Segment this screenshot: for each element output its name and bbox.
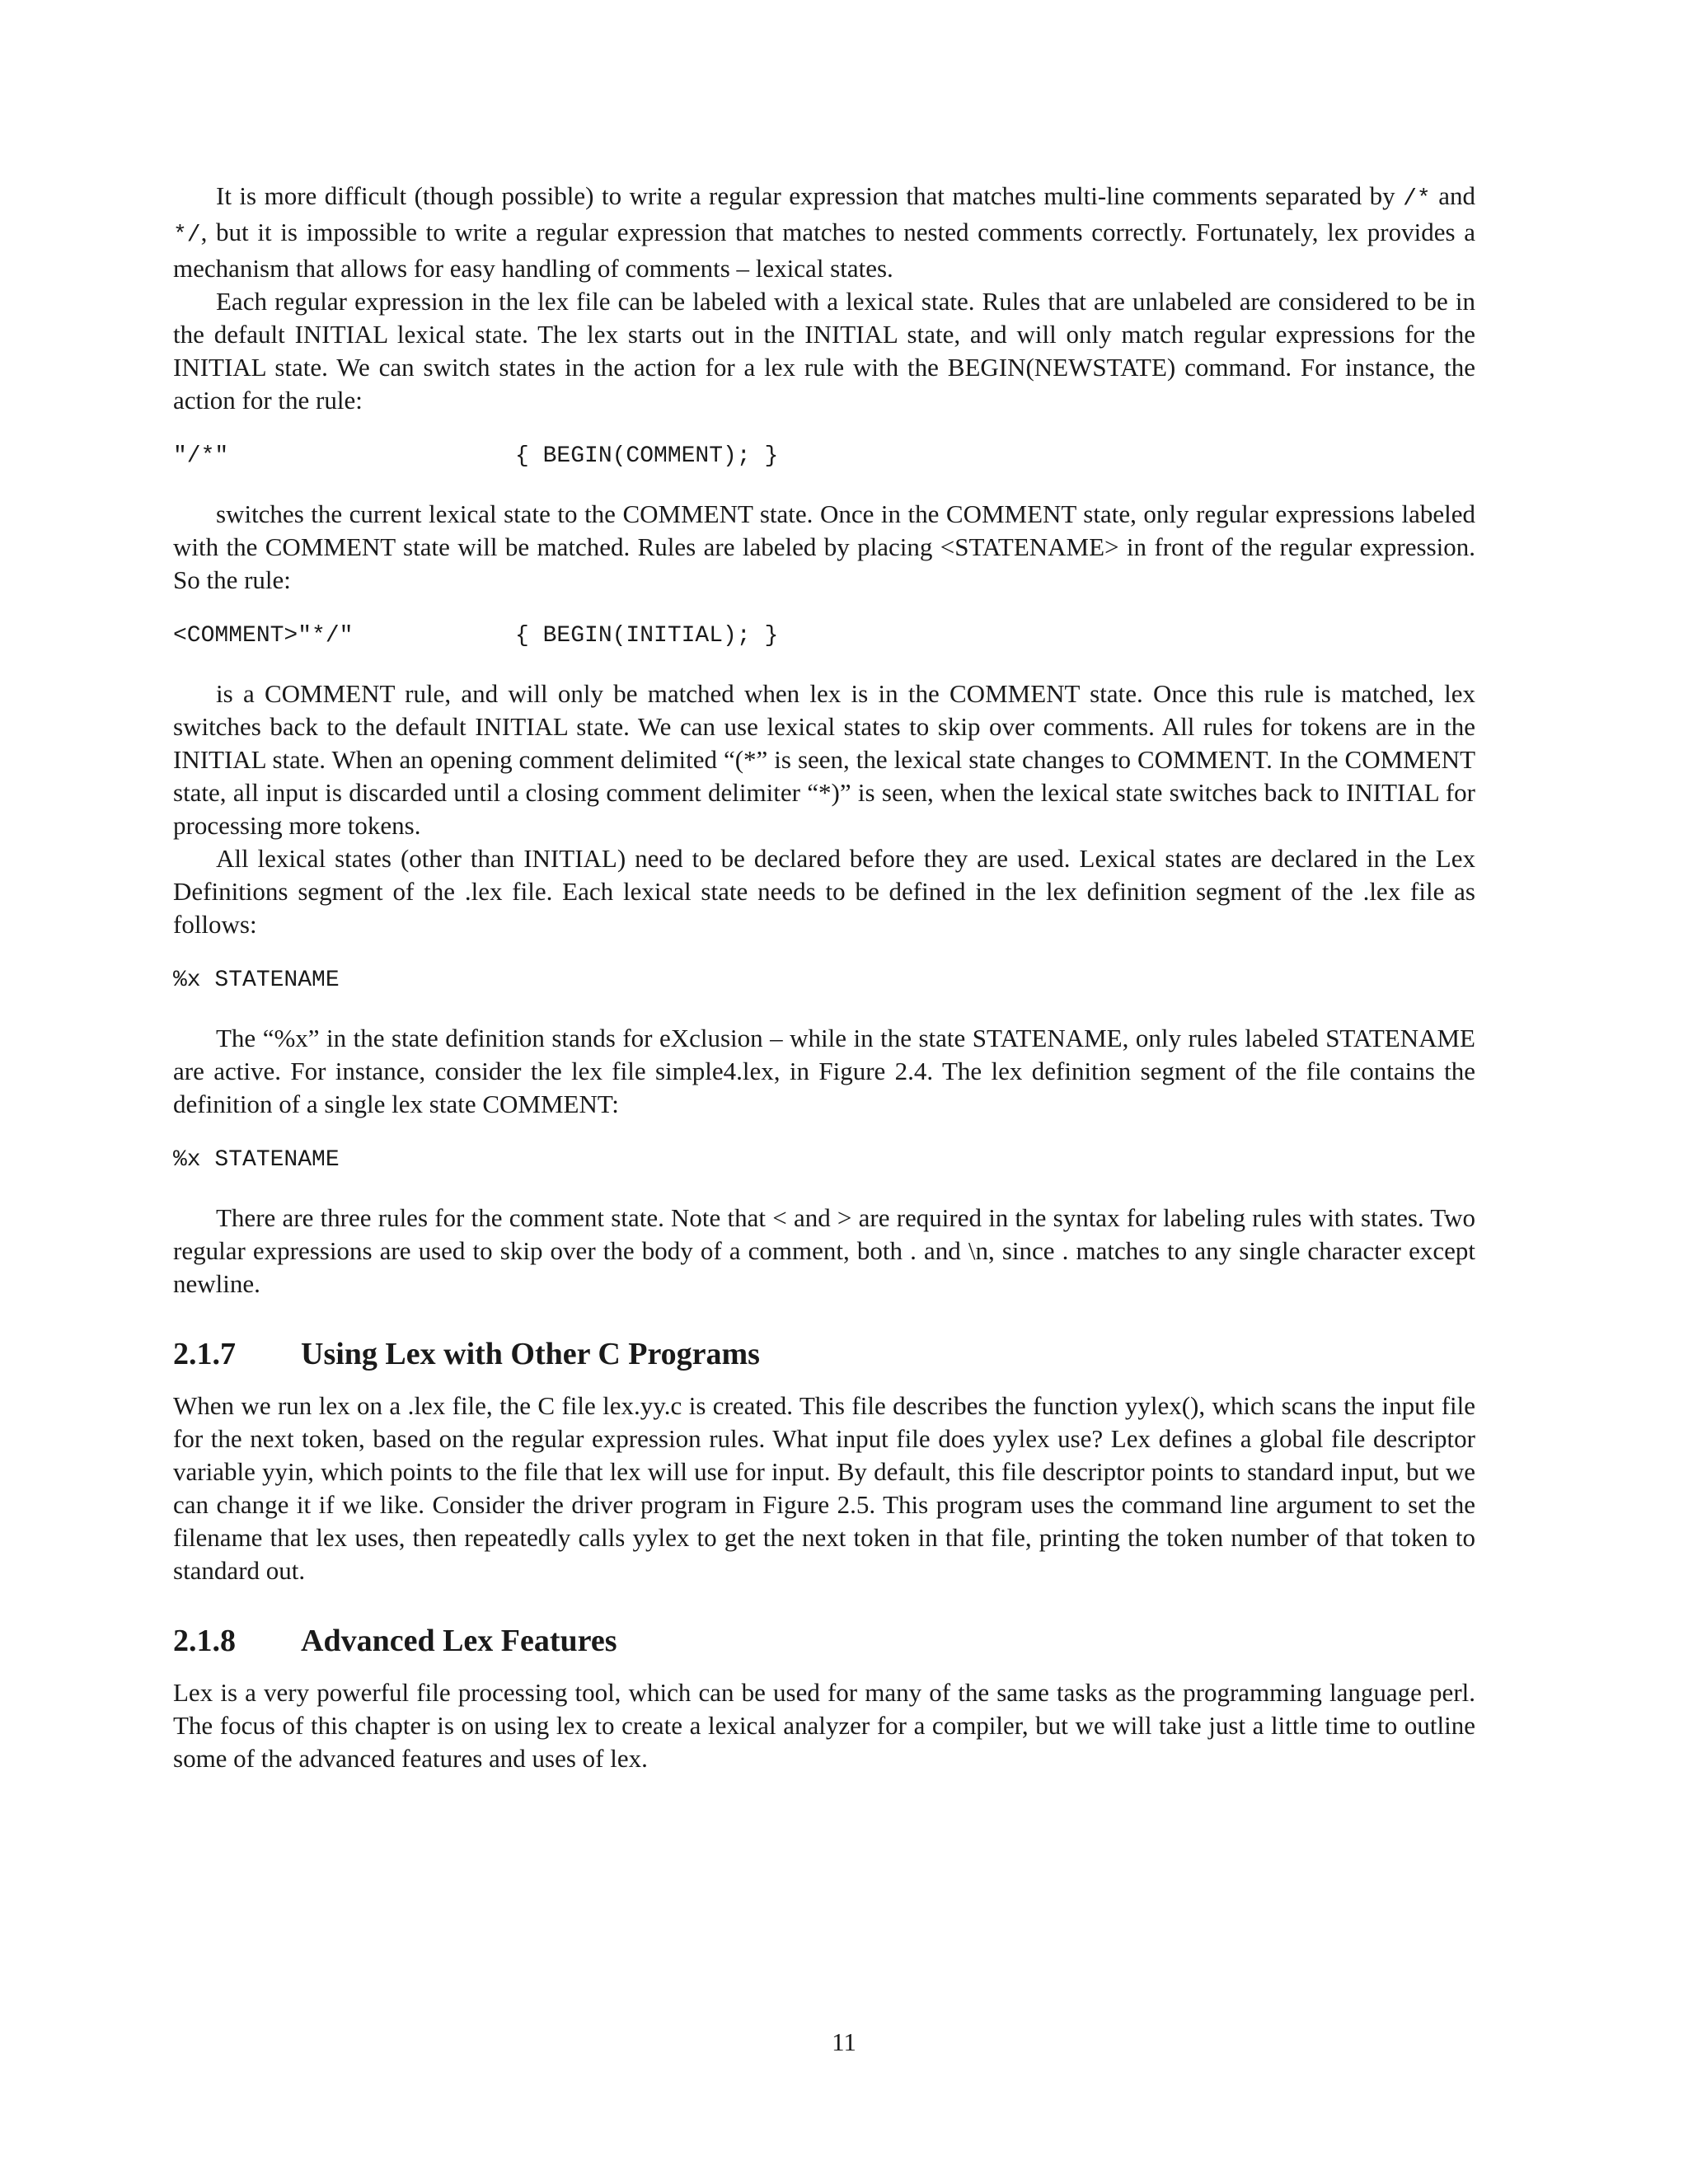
code-rule-begin-comment	[173, 440, 1475, 473]
paragraph-comments-intro	[173, 180, 1475, 285]
code-action: { BEGIN(INITIAL); }	[515, 623, 779, 649]
paragraph-advanced-features: Lex is a very powerful file processing tool, which can be used for many of the same tasks as the programming language perl. The focus of this chapter is on using lex to create a lexical analyzer for a compiler, but we will take just a little time to outline some of the advanced features and uses of lex.	[173, 1678, 1475, 1773]
section-title: Using Lex with Other C Programs	[301, 1337, 760, 1371]
paragraph-text: It is more difficult (though possible) to write a regular expression that matches multi-line comments separated by	[216, 181, 1404, 210]
paragraph-exclusion: The “%x” in the state definition stands for eXclusion – while in the state STATENAME, only rules labeled STATENAME are active. For instance, consider the lex file simple4.lex, in Figure 2.4. The lex definition segment of the file contains the definition of a single lex state COMMENT:	[173, 1024, 1475, 1118]
page-number: 11	[832, 2027, 856, 2056]
paragraph-three-rules: There are three rules for the comment state. Note that < and > are required in the syntax for labeling rules with states. Two regular expressions are used to skip over the body of a comment, both . and \n, since . matches to any single character except newline.	[173, 1203, 1475, 1298]
section-heading-2-1-7	[173, 1335, 1475, 1373]
section-heading-2-1-8	[173, 1622, 1475, 1660]
code-state-definition: %x STATENAME	[173, 968, 340, 993]
section-number: 2.1.8	[173, 1624, 236, 1658]
code-pattern: "/*"	[173, 443, 229, 469]
inline-code-comment-close: */	[173, 223, 201, 248]
page-body	[173, 180, 1475, 1775]
code-rule-begin-initial	[173, 620, 1475, 653]
inline-code-comment-open: /*	[1403, 186, 1431, 212]
paragraph-text: , but it is impossible to write a regular expression that matches to nested comments correctly. Fortunately, lex provides a mechanism that allows for easy handling of comments – lexical states.	[173, 218, 1475, 283]
paragraph-comment-rule: is a COMMENT rule, and will only be matched when lex is in the COMMENT state. Once this rule is matched, lex switches back to the default INITIAL state. We can use lexical states to skip over comments. All rules for tokens are in the INITIAL state. When an opening comment delimited “(*” is seen, the lexical state changes to COMMENT. In the COMMENT state, all input is discarded until a closing comment delimiter “*)” is seen, when the lexical state switches back to INITIAL for processing more tokens.	[173, 679, 1475, 840]
paragraph-text: and	[1430, 181, 1475, 210]
paragraph-lex-with-c: When we run lex on a .lex file, the C file lex.yy.c is created. This file describes the function yylex(), which scans the input file for the next token, based on the regular expression rules. What input file does yylex use? Lex defines a global file descriptor variable yyin, which points to the file that lex will use for input. By default, this file descriptor points to standard input, but we can change it if we like. Consider the driver program in Figure 2.5. This program uses the command line argument to set the filename that lex uses, then repeatedly calls yylex to get the next token in that file, printing the token number of that token to standard out.	[173, 1391, 1475, 1585]
section-title: Advanced Lex Features	[301, 1624, 617, 1658]
code-state-definition-comment: %x STATENAME	[173, 1147, 340, 1173]
paragraph-declare-states: All lexical states (other than INITIAL) need to be declared before they are used. Lexical states are declared in the Lex Definitions segment of the .lex file. Each lexical state needs to be defined in the lex definition segment of the .lex file as follows:	[173, 844, 1475, 939]
paragraph-lexical-states: Each regular expression in the lex file can be labeled with a lexical state. Rules that are unlabeled are considered to be in the default INITIAL lexical state. The lex starts out in the INITIAL state, and will only match regular expressions for the INITIAL state. We can switch states in the action for a lex rule with the BEGIN(NEWSTATE) command. For instance, the action for the rule:	[173, 287, 1475, 415]
section-number: 2.1.7	[173, 1337, 236, 1371]
code-action: { BEGIN(COMMENT); }	[515, 443, 779, 469]
code-pattern: <COMMENT>"*/"	[173, 623, 354, 649]
paragraph-switch-state: switches the current lexical state to the COMMENT state. Once in the COMMENT state, only regular expressions labeled with the COMMENT state will be matched. Rules are labeled by placing <STATENAME> in front of the regular expression. So the rule:	[173, 499, 1475, 594]
